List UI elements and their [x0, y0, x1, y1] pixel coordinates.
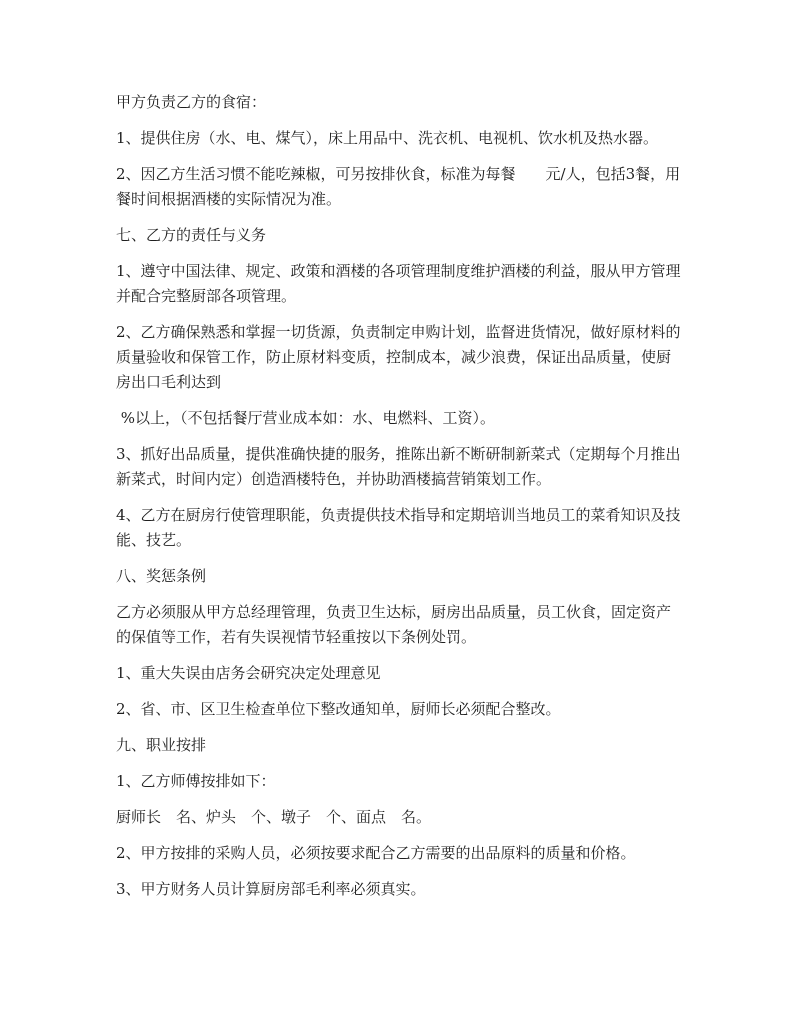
- document-body: [116, 90, 682, 913]
- paragraph-staff-3: 3、甲方财务人员计算厨房部毛利率必须真实。: [116, 880, 426, 898]
- section-heading-9: 九、职业按排: [116, 736, 207, 754]
- paragraph-staff-roles: 厨师长 名、炉头 个、墩子 个、面点 名。: [116, 808, 432, 826]
- paragraph-meals: 2、因乙方生活习惯不能吃辣椒，可另按排伙食，标准为每餐 元/人，包括3餐，用餐时间根据酒楼的实际情况为准。: [116, 165, 681, 208]
- paragraph-duty-4: 4、乙方在厨房行使管理职能，负责提供技术指导和定期培训当地员工的菜肴知识及技能、技艺。: [116, 506, 681, 549]
- paragraph-rule-2: 2、省、市、区卫生检查单位下整改通知单，厨师长必须配合整改。: [116, 700, 561, 718]
- paragraph-staff-2: 2、甲方按排的采购人员，必须按要求配合乙方需要的出品原料的质量和价格。: [116, 844, 636, 862]
- paragraph-duty-1: 1、遵守中国法律、规定、政策和酒楼的各项管理制度维护酒楼的利益，服从甲方管理并配合完整厨部各项管理。: [116, 262, 681, 305]
- paragraph-lodging-intro: 甲方负责乙方的食宿：: [116, 93, 267, 111]
- paragraph-duty-2: 2、乙方确保熟悉和掌握一切货源，负责制定申购计划，监督进货情况，做好原材料的质量验收和保管工作，防止原材料变质，控制成本，减少浪费，保证出品质量，使厨房出口毛利达到: [116, 323, 681, 391]
- paragraph-rules-intro: 乙方必须服从甲方总经理管理，负责卫生达标，厨房出品质量，员工伙食，固定资产的保值等工作，若有失误视情节轻重按以下条例处罚。: [116, 603, 672, 646]
- paragraph-rule-1: 1、重大失误由店务会研究决定处理意见: [116, 664, 381, 682]
- paragraph-duty-3: 3、抓好出品质量，提供准确快捷的服务，推陈出新不断研制新菜式（定期每个月推出新菜式，时间内定）创造酒楼特色，并协助酒楼搞营销策划工作。: [116, 445, 681, 488]
- paragraph-duty-2-cont: %以上，（不包括餐厅营业成本如：水、电燃料、工资）。: [116, 409, 496, 427]
- section-heading-7: 七、乙方的责任与义务: [116, 226, 267, 244]
- section-heading-8: 八、奖惩条例: [116, 567, 207, 585]
- paragraph-staff-1: 1、乙方师傅按排如下：: [116, 772, 276, 790]
- paragraph-housing: 1、提供住房（水、电、煤气），床上用品中、洗衣机、电视机、饮水机及热水器。: [116, 129, 659, 147]
